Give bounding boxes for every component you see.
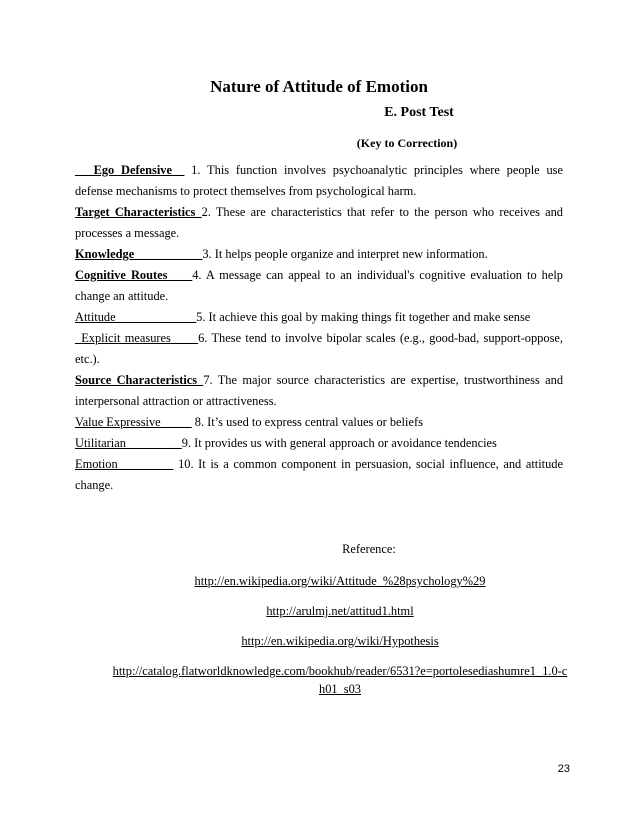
item-statement: 10. It is a common component in persuasion, social influence, and attitude change. xyxy=(75,457,563,492)
answer-term: Ego Defensive xyxy=(93,163,172,177)
answer-term: Emotion xyxy=(75,457,118,471)
answer-term: Attitude xyxy=(75,310,116,324)
answer-term: Cognitive Routes xyxy=(75,268,168,282)
answer-item xyxy=(75,328,563,370)
answer-post-blank: ________ xyxy=(125,436,182,450)
answer-item xyxy=(75,202,563,244)
item-statement: 8. It’s used to express central values or beliefs xyxy=(191,415,423,429)
item-statement: 4. A message can appeal to an individual's cognitive evaluation to help change an attitude. xyxy=(75,268,563,303)
item-statement: 6. These tend to involve bipolar scales (e.g., good-bad, support-oppose, etc.). xyxy=(75,331,563,366)
answer-item xyxy=(75,454,563,496)
answer-term: Utilitarian xyxy=(75,436,126,450)
key-label: (Key to Correction) xyxy=(356,136,458,150)
page-number: 23 xyxy=(557,763,570,775)
answer-post-blank: _ xyxy=(195,205,202,219)
reference-heading: Reference: xyxy=(342,542,396,556)
item-statement: 3. It helps people organize and interpret new information. xyxy=(202,247,488,261)
answer-pre-blank: ___ xyxy=(75,163,94,177)
reference-link[interactable]: http://catalog.flatworldknowledge.com/bookhub/reader/6531?e=portolesediashumre1_1.0-ch01_s03 xyxy=(112,664,568,696)
answer-item xyxy=(75,160,563,202)
item-statement: 1. This function involves psychoanalytic principles where people use defense mechanisms to protect themselves from psychological harm. xyxy=(75,163,563,198)
item-statement: 7. The major source characteristics are expertise, trustworthiness and interpersonal attraction or attractiveness. xyxy=(75,373,564,408)
answer-post-blank: _ xyxy=(197,373,204,387)
answer-post-blank: _________ xyxy=(117,457,174,471)
answer-key-list xyxy=(75,160,563,496)
reference-link[interactable]: http://arulmj.net/attitud1.html xyxy=(266,604,414,618)
answer-pre-blank: _ xyxy=(75,331,82,345)
answer-post-blank: ____ xyxy=(160,415,192,429)
answer-item xyxy=(75,433,563,454)
answer-term: Target Characteristics xyxy=(75,205,196,219)
answer-item xyxy=(75,412,563,433)
answer-term: Explicit measures xyxy=(81,331,171,345)
reference-link[interactable]: http://en.wikipedia.org/wiki/Hypothesis xyxy=(241,634,439,648)
answer-term: Value Expressive xyxy=(75,415,161,429)
answer-term: Knowledge xyxy=(75,247,135,261)
answer-item xyxy=(75,307,563,328)
answer-post-blank: ___________ xyxy=(134,247,203,261)
answer-post-blank: __ xyxy=(171,163,185,177)
reference-list xyxy=(110,572,570,710)
answer-post-blank: _____________ xyxy=(115,310,197,324)
answer-item xyxy=(75,265,563,307)
answer-term: Source Characteristics xyxy=(75,373,198,387)
answer-item xyxy=(75,244,563,265)
item-statement: 5. It achieve this goal by making things fit together and make sense xyxy=(196,310,531,324)
section-subtitle: E. Post Test xyxy=(384,105,454,120)
reference-link[interactable]: http://en.wikipedia.org/wiki/Attitude_%28psychology%29 xyxy=(194,574,486,588)
item-statement: 9. It provides us with general approach or avoidance tendencies xyxy=(181,436,497,450)
answer-post-blank: ____ xyxy=(167,268,193,282)
item-statement: 2. These are characteristics that refer to the person who receives and processes a message. xyxy=(75,205,564,240)
answer-post-blank: ___ xyxy=(170,331,199,345)
page-title: Nature of Attitude of Emotion xyxy=(210,77,428,96)
answer-item xyxy=(75,370,563,412)
